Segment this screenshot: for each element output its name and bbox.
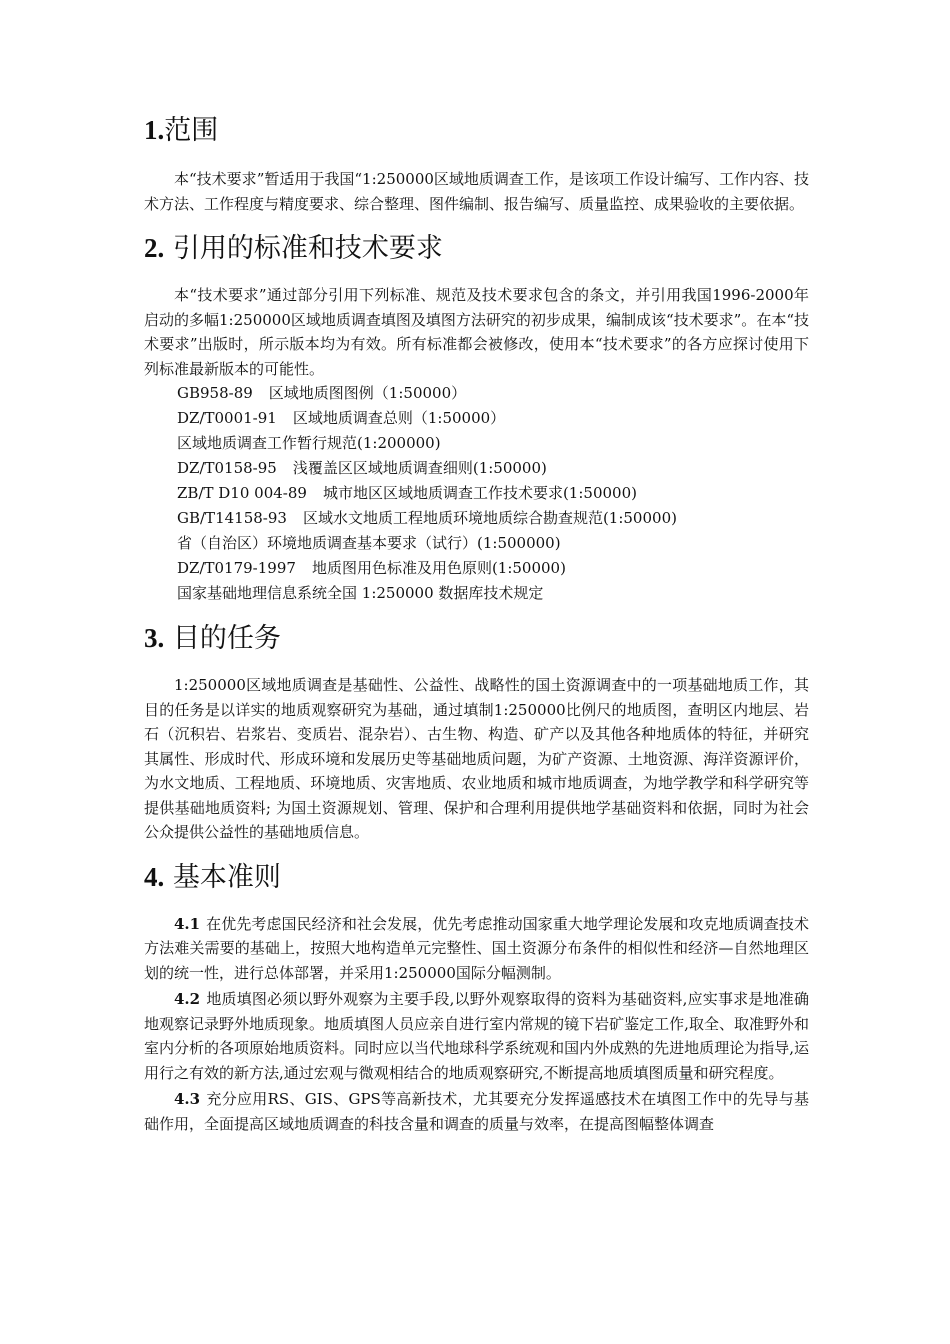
reference-code: GB958-89 (177, 384, 253, 402)
section-1-title: 范围 (164, 115, 219, 146)
document-page (144, 112, 809, 1136)
reference-code: DZ/T0158-95 (177, 459, 277, 477)
reference-title: 区域地质调查总则（1:50000） (292, 409, 506, 427)
clause-4-2 (144, 987, 809, 1085)
reference-title: 浅覆盖区区域地质调查细则(1:50000) (292, 459, 547, 477)
clause-4-1 (144, 912, 809, 986)
section-2-heading (144, 230, 809, 267)
clause-4-3 (144, 1087, 809, 1136)
section-3-paragraph: 1:250000区域地质调查是基础性、公益性、战略性的国土资源调查中的一项基础地质工作，其目的任务是以详实的地质观察研究为基础，通过填制1:250000比例尺的地质图，查明区内地层、岩石（沉积岩、岩浆岩、变质岩、混杂岩）、古生物、构造、矿产以及其他各种地质体的特征，并研究其属性、形成时代、形成环境和发展历史等基础地质问题，为矿产资源、土地资源、海洋资源评价，为水文地质、工程地质、环境地质、灾害地质、农业地质和城市地质调查，为地学教学和科学研究等提供基础地质资料; 为国土资源规划、管理、保护和合理利用提供地学基础资料和依据，同时为社会公众提供公益性的基础地质信息。 (144, 676, 809, 841)
section-2-number: 2. (144, 233, 165, 263)
clause-text: 充分应用RS、GIS、GPS等高新技术，尤其要充分发挥遥感技术在填图工作中的先导与基础作用，全面提高区域地质调查的科技含量和调查的质量与效率，在提高图幅整体调查 (144, 1090, 809, 1133)
clause-number: 4.3 (174, 1090, 201, 1108)
reference-code: GB/T14158-93 (177, 509, 287, 527)
reference-title: 区域水文地质工程地质环境地质综合勘查规范(1:50000) (302, 509, 677, 527)
section-2-paragraph: 本“技术要求”通过部分引用下列标准、规范及技术要求包含的条文，并引用我国1996-2000年启动的多幅1:250000区域地质调查填图及填图方法研究的初步成果，编制成该“技术要求”。在本“技术要求”出版时，所示版本均为有效。所有标准都会被修改，使用本“技术要求”的各方应探讨使用下列标准最新版本的可能性。 (144, 286, 809, 378)
reference-item (177, 531, 809, 556)
reference-code: ZB/T D10 004-89 (177, 484, 307, 502)
reference-item (177, 581, 809, 606)
section-2-title: 引用的标准和技术要求 (172, 233, 443, 264)
clause-number: 4.2 (174, 990, 201, 1008)
reference-item (177, 506, 809, 531)
section-1-number: 1. (144, 115, 165, 145)
section-3-title: 目的任务 (172, 623, 281, 654)
section-1-heading (144, 112, 809, 149)
reference-list (144, 381, 809, 606)
reference-title: 省（自治区）环境地质调查基本要求（试行）(1:500000) (177, 534, 561, 552)
section-3-heading (144, 620, 809, 657)
reference-item (177, 406, 809, 431)
reference-title: 区域地质图图例（1:50000） (268, 384, 467, 402)
clause-number: 4.1 (174, 914, 201, 933)
section-1-paragraph: 本“技术要求”暂适用于我国“1:250000区域地质调查工作，是该项工作设计编写、工作内容、技术方法、工作程度与精度要求、综合整理、图件编制、报告编写、质量监控、成果验收的主要依据。 (144, 170, 809, 213)
clause-text: 地质填图必须以野外观察为主要手段,以野外观察取得的资料为基础资料,应实事求是地准确地观察记录野外地质现象。地质填图人员应亲自进行室内常规的镜下岩矿鉴定工作,取全、取准野外和室内分析的各项原始地质资料。同时应以当代地球科学系统观和国内外成熟的先进地质理论为指导,运用行之有效的新方法,通过宏观与微观相结合的地质观察研究,不断提高地质填图质量和研究程度。 (144, 990, 809, 1082)
section-4-number: 4. (144, 861, 165, 892)
reference-item (177, 456, 809, 481)
reference-code: DZ/T0001-91 (177, 409, 277, 427)
reference-title: 地质图用色标准及用色原则(1:50000) (311, 559, 566, 577)
reference-item (177, 556, 809, 581)
reference-item (177, 481, 809, 506)
clause-text: 在优先考虑国民经济和社会发展，优先考虑推动国家重大地学理论发展和攻克地质调查技术方法难关需要的基础上，按照大地构造单元完整性、国土资源分布条件的相似性和经济—自然地理区划的统一性，进行总体部署，并采用1:250000国际分幅测制。 (144, 914, 809, 982)
reference-code: DZ/T0179-1997 (177, 559, 296, 577)
reference-item (177, 381, 809, 406)
section-4-title: 基本准则 (172, 861, 281, 893)
reference-title: 国家基础地理信息系统全国 1:250000 数据库技术规定 (177, 584, 544, 602)
section-4-heading (144, 859, 809, 896)
reference-item (177, 431, 809, 456)
reference-title: 区域地质调查工作暂行规范(1:200000) (177, 434, 441, 452)
section-3-number: 3. (144, 623, 165, 653)
reference-title: 城市地区区域地质调查工作技术要求(1:50000) (322, 484, 637, 502)
